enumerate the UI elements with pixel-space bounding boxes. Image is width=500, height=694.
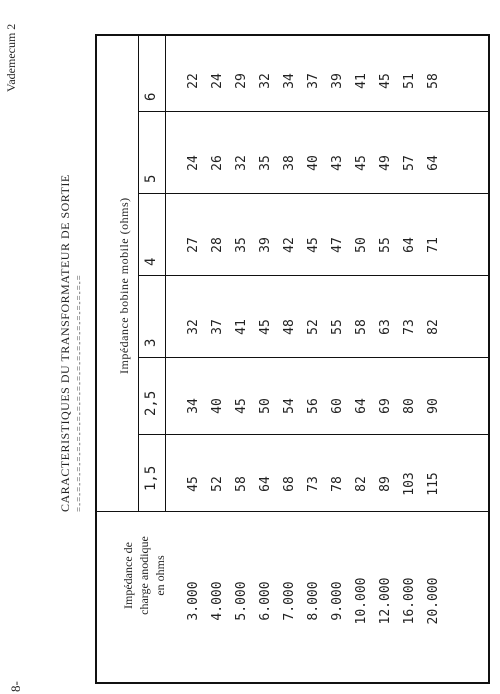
table-cell: 50 xyxy=(258,398,273,414)
table-cell: 28 xyxy=(210,237,225,253)
row-header-line: Impédance de xyxy=(121,542,135,609)
table-cell: 37 xyxy=(210,319,225,335)
table-divider-horizontal xyxy=(138,34,139,512)
row-label: 9.000 xyxy=(330,581,345,621)
table-cell: 43 xyxy=(330,155,345,171)
table-cell: 80 xyxy=(402,398,417,414)
table-cell: 27 xyxy=(186,237,201,253)
table-cell: 47 xyxy=(330,237,345,253)
row-label: 10.000 xyxy=(354,577,369,625)
table-cell: 90 xyxy=(426,398,441,414)
table-divider-horizontal xyxy=(165,34,166,512)
row-header-line: en ohms xyxy=(153,555,167,596)
table-cell: 45 xyxy=(354,155,369,171)
table-cell: 32 xyxy=(234,155,249,171)
table-cell: 37 xyxy=(306,73,321,89)
running-head: Vademecum 2 xyxy=(4,23,18,92)
row-label: 8.000 xyxy=(306,581,321,621)
column-header: 5 xyxy=(143,174,159,183)
table-cell: 58 xyxy=(354,319,369,335)
table-cell: 29 xyxy=(234,73,249,89)
table-cell: 64 xyxy=(258,476,273,492)
table-cell: 41 xyxy=(354,73,369,89)
table-cell: 32 xyxy=(258,73,273,89)
column-header: 1,5 xyxy=(143,465,159,491)
table-cell: 103 xyxy=(402,472,417,496)
table-cell: 52 xyxy=(306,319,321,335)
table-cell: 40 xyxy=(210,398,225,414)
table-cell: 89 xyxy=(378,476,393,492)
table-cell: 38 xyxy=(282,155,297,171)
table-cell: 56 xyxy=(306,398,321,414)
table-cell: 39 xyxy=(330,73,345,89)
table-cell: 82 xyxy=(354,476,369,492)
table-cell: 35 xyxy=(258,155,273,171)
row-label: 20.000 xyxy=(426,577,441,625)
table-cell: 24 xyxy=(210,73,225,89)
row-header xyxy=(120,513,168,638)
document-title: CARACTERISTIQUES DU TRANSFORMATEUR DE SORTIE xyxy=(58,174,72,512)
table-cell: 71 xyxy=(426,237,441,253)
table-cell: 45 xyxy=(258,319,273,335)
table-cell: 115 xyxy=(426,472,441,496)
table-cell: 63 xyxy=(378,319,393,335)
page-number: 8- xyxy=(8,681,23,692)
table-cell: 40 xyxy=(306,155,321,171)
row-header-line: charge anodique xyxy=(137,536,151,615)
column-header: 6 xyxy=(143,92,159,101)
table-cell: 51 xyxy=(402,73,417,89)
table-cell: 32 xyxy=(186,319,201,335)
table-cell: 45 xyxy=(378,73,393,89)
table-divider-vertical xyxy=(138,275,490,276)
table-cell: 48 xyxy=(282,319,297,335)
table-divider-vertical xyxy=(95,511,490,512)
row-label: 4.000 xyxy=(210,581,225,621)
row-label: 5.000 xyxy=(234,581,249,621)
group-header: Impédance bobine mobile (ohms) xyxy=(117,197,131,374)
table-cell: 68 xyxy=(282,476,297,492)
table-cell: 50 xyxy=(354,237,369,253)
table-divider-vertical xyxy=(138,357,490,358)
column-header: 4 xyxy=(143,257,159,266)
table-cell: 39 xyxy=(258,237,273,253)
table-cell: 82 xyxy=(426,319,441,335)
table-divider-vertical xyxy=(138,193,490,194)
row-label: 3.000 xyxy=(186,581,201,621)
table-cell: 45 xyxy=(186,476,201,492)
title-underline: =-=-=-=-=-=-=-=-=-=-=-=-=-=-=-=-=-=-=-=-=-=-=-= xyxy=(74,274,84,512)
row-label: 7.000 xyxy=(282,581,297,621)
table-cell: 64 xyxy=(426,155,441,171)
table-cell: 73 xyxy=(306,476,321,492)
table-cell: 58 xyxy=(426,73,441,89)
row-label: 6.000 xyxy=(258,581,273,621)
column-header: 3 xyxy=(143,338,159,347)
table-cell: 58 xyxy=(234,476,249,492)
table-divider-vertical xyxy=(138,434,490,435)
table-cell: 24 xyxy=(186,155,201,171)
table-cell: 64 xyxy=(402,237,417,253)
table-cell: 57 xyxy=(402,155,417,171)
table-cell: 34 xyxy=(186,398,201,414)
table-cell: 78 xyxy=(330,476,345,492)
table-divider-vertical xyxy=(138,111,490,112)
table-cell: 34 xyxy=(282,73,297,89)
table-cell: 49 xyxy=(378,155,393,171)
table-cell: 60 xyxy=(330,398,345,414)
table-cell: 54 xyxy=(282,398,297,414)
table-cell: 42 xyxy=(282,237,297,253)
column-header: 2,5 xyxy=(143,390,159,416)
table-cell: 69 xyxy=(378,398,393,414)
table-cell: 45 xyxy=(234,398,249,414)
table-cell: 64 xyxy=(354,398,369,414)
table-cell: 55 xyxy=(330,319,345,335)
table-cell: 73 xyxy=(402,319,417,335)
table-cell: 52 xyxy=(210,476,225,492)
row-label: 12.000 xyxy=(378,577,393,625)
table-cell: 35 xyxy=(234,237,249,253)
table-cell: 26 xyxy=(210,155,225,171)
table-cell: 41 xyxy=(234,319,249,335)
table-cell: 22 xyxy=(186,73,201,89)
row-label: 16.000 xyxy=(402,577,417,625)
table-cell: 55 xyxy=(378,237,393,253)
table-cell: 45 xyxy=(306,237,321,253)
